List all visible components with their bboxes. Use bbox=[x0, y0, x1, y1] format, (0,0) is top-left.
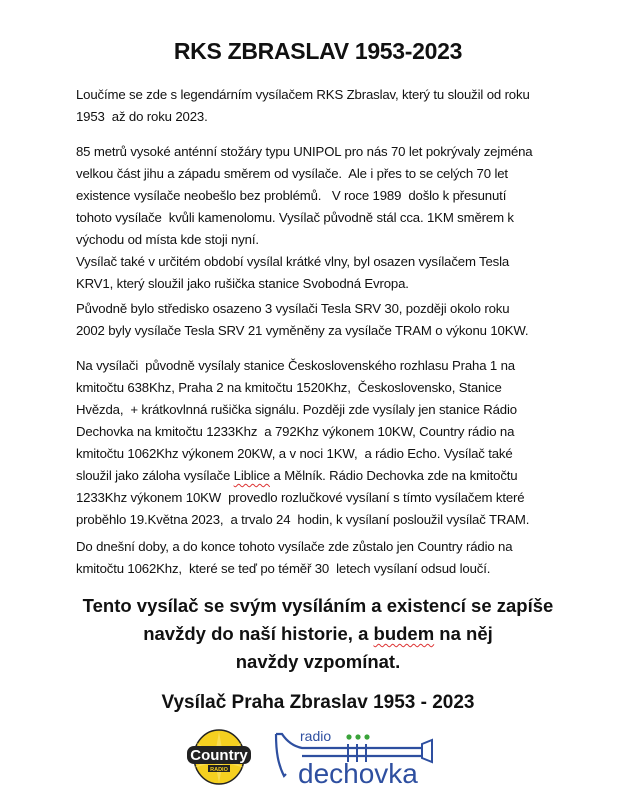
closing-line: Tento vysílač se svým vysíláním a existencí se zapíše bbox=[82, 595, 554, 616]
text-line: 1233Khz výkonem 10KW provedlo rozlučkové vysílaní s tímto vysílačem které bbox=[76, 490, 525, 505]
text-line: Dechovka na kmitočtu 1233Khz a 792Khz výkonem 10KW, Country rádio na bbox=[76, 424, 515, 439]
text-line: Do dnešní doby, a do konce tohoto vysílače zde zůstalo jen Country rádio na bbox=[76, 539, 513, 554]
country-logo-text: Country bbox=[190, 747, 248, 764]
country-logo-subtext: RADIO bbox=[210, 767, 228, 773]
text-line: KRV1, který sloužil jako rušička stanice Svobodná Evropa. bbox=[76, 276, 409, 291]
closing-line bbox=[0, 620, 636, 648]
text-line: Loučíme se zde s legendárním vysílačem RKS Zbraslav, který tu sloužil od roku bbox=[76, 87, 530, 102]
text-line: Hvězda, + krátkovlnná rušička signálu. Později zde vysílaly jen stanice Rádio bbox=[76, 402, 517, 417]
text-line: proběhlo 19.Května 2023, a trvalo 24 hodin, k vysílaní posloužil vysílač TRAM. bbox=[76, 512, 530, 527]
country-radio-logo-graphic bbox=[183, 728, 255, 786]
text-line: 1953 až do roku 2023. bbox=[76, 109, 208, 124]
paragraph-transmitters bbox=[76, 298, 576, 342]
document-title: RKS ZBRASLAV 1953-2023 bbox=[173, 38, 463, 64]
text-line: 85 metrů vysoké anténní stožáry typu UNIPOL pro nás 70 let pokrývaly zejména bbox=[76, 144, 533, 159]
paragraph-masts bbox=[76, 141, 576, 251]
text-line: kmitočtu 638Khz, Praha 2 na kmitočtu 1520Khz, Československo, Stanice bbox=[76, 380, 502, 395]
text-line: Vysílač také v určitém období vysílal krátké vlny, byl osazen vysílačem Tesla bbox=[76, 254, 510, 269]
text-line: tohoto vysílače kvůli kamenolomu. Vysílač původně stál cca. 1KM směrem k bbox=[76, 210, 514, 225]
closing-line: navždy vzpomínat. bbox=[235, 651, 401, 672]
text-line: velkou část jihu a západu směrem od vysílače. Ale i přes to se celých 70 let bbox=[76, 166, 508, 181]
text-line: kmitočtu 1062Khz, které se teď po téměř 30 letech vysílaní odsud loučí. bbox=[76, 561, 491, 576]
text-fragment: navždy do naší historie, a bbox=[143, 623, 374, 644]
radio-dechovka-logo bbox=[272, 726, 437, 786]
footer-title: Vysílač Praha Zbraslav 1953 - 2023 bbox=[161, 692, 475, 713]
spellcheck-word: budem bbox=[373, 623, 435, 644]
text-fragment: a Mělník. Rádio Dechovka zde na kmitočtu bbox=[270, 468, 518, 483]
dechovka-logo-main-text: dechovka bbox=[298, 758, 418, 786]
spellcheck-word: Liblice bbox=[233, 468, 270, 483]
radio-dechovka-logo-graphic bbox=[272, 726, 437, 786]
text-fragment: na něj bbox=[434, 623, 493, 644]
text-fragment: sloužil jako záloha vysílače bbox=[76, 468, 234, 483]
country-radio-logo bbox=[183, 728, 255, 786]
paragraph-present bbox=[76, 536, 576, 580]
dechovka-logo-top-text: radio bbox=[300, 728, 332, 744]
text-line: Na vysílači původně vysílaly stanice Československého rozhlasu Praha 1 na bbox=[76, 358, 515, 373]
text-line bbox=[76, 465, 576, 487]
closing-statement bbox=[0, 592, 636, 676]
paragraph-stations bbox=[76, 355, 576, 531]
paragraph-shortwave bbox=[76, 251, 576, 295]
text-line: 2002 byly vysílače Tesla SRV 21 vyměněny za vysílače TRAM o výkonu 10KW. bbox=[76, 323, 529, 338]
text-line: východu od místa kde stoji nyní. bbox=[76, 232, 259, 247]
text-line: kmitočtu 1062Khz výkonem 20KW, a v noci 1KW, a rádio Echo. Vysílač také bbox=[76, 446, 513, 461]
text-line: Původně bylo středisko osazeno 3 vysílači Tesla SRV 30, později okolo roku bbox=[76, 301, 510, 316]
text-line: existence vysílače neobešlo bez problémů. V roce 1989 došlo k přesunutí bbox=[76, 188, 507, 203]
paragraph-intro bbox=[76, 84, 576, 128]
